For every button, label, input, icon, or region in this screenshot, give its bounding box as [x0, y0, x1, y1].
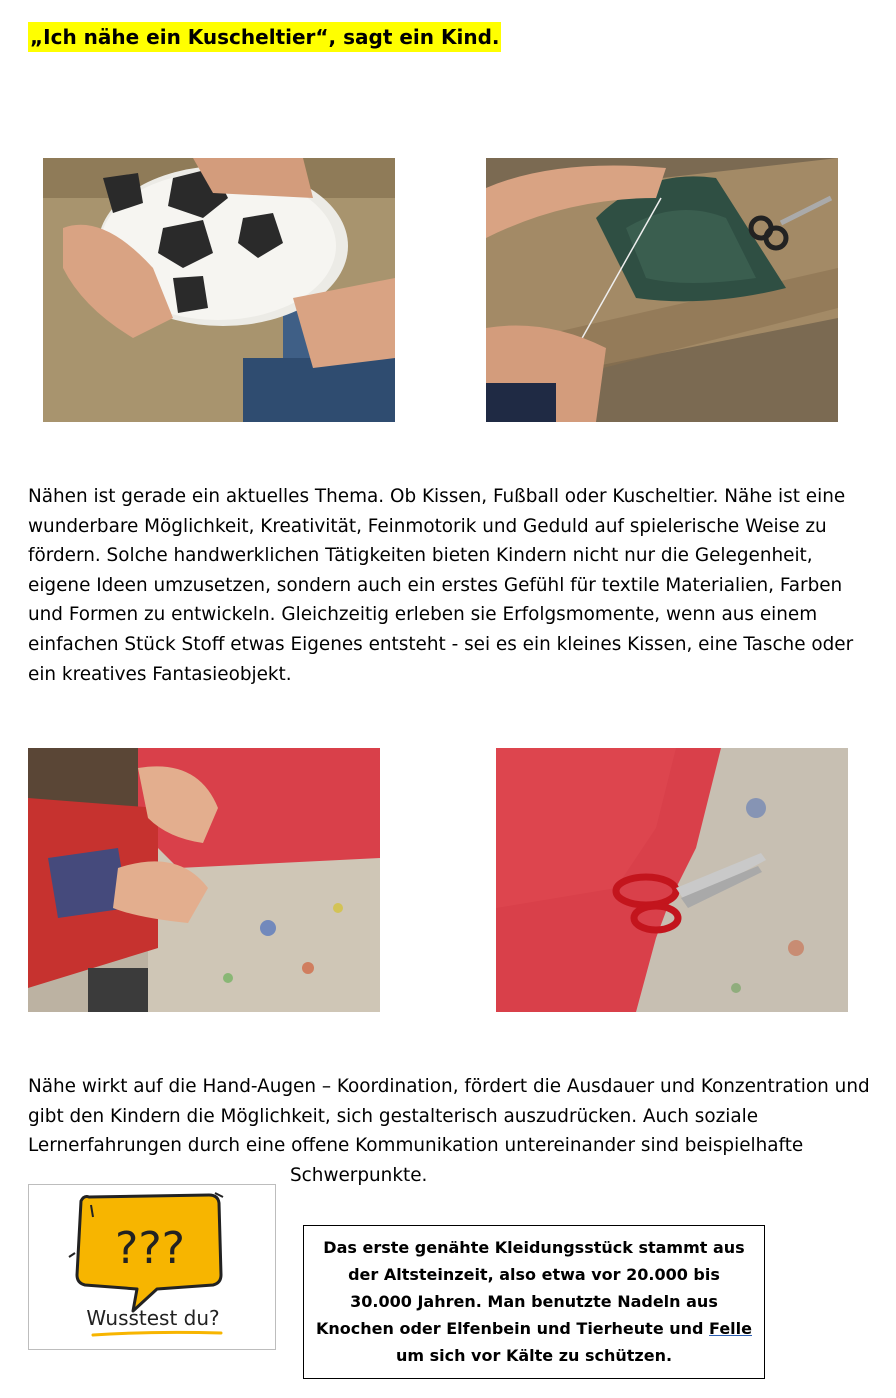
fact-text-underlined: Felle [709, 1319, 752, 1338]
wusstest-du-caption: Wusstest du? [86, 1306, 220, 1330]
page-title: „Ich nähe ein Kuscheltier“, sagt ein Kind. [28, 22, 501, 52]
paragraph-benefits [28, 1072, 873, 1190]
wusstest-du-graphic [28, 1184, 276, 1350]
fact-text-before: Das erste genähte Kleidungsstück stammt aus der Altsteinzeit, also etwa vor 20.000 bis 30.000 Jahren. Man benutzte Nadeln aus Knochen oder Elfenbein und Tierheute und [316, 1238, 745, 1338]
photo-red-fabric-scissors [496, 748, 848, 1012]
photo-football-sewing [43, 158, 395, 422]
fact-text-after: um sich vor Kälte zu schützen. [395, 1346, 673, 1365]
paragraph-benefits-main: Nähe wirkt auf die Hand-Augen – Koordination, fördert die Ausdauer und Konzentration und gibt den Kindern die Möglichkeit, sich gestalterisch auszudrücken. Auch soziale Lernerfahrungen durch eine offene Kommunikation untereinander sind beispielhafte [28, 1076, 870, 1157]
paragraph-intro-text: Nähen ist gerade ein aktuelles Thema. Ob Kissen, Fußball oder Kuscheltier. Nähe ist eine wunderbare Möglichkeit, Kreativität, Feinmotorik und Geduld auf spielerische Weise zu fördern. Solche handwerklichen Tätigkeiten bieten Kindern nicht nur die Gelegenheit, eigene Ideen umzusetzen, sondern auch ein erstes Gefühl für textile Materialien, Farben und Formen zu entwickeln. Gleichzeitig erleben sie Erfolgsmomente, wenn aus einem einfachen Stück Stoff etwas Eigenes entsteht - sei es ein kleines Kissen, eine Tasche oder ein kreatives Fantasieobjekt. [28, 486, 854, 685]
paragraph-benefits-last-line: Schwerpunkte. [290, 1164, 428, 1186]
photo-red-fabric-child [28, 748, 380, 1012]
question-marks: ??? [114, 1223, 186, 1274]
paragraph-benefits-text [28, 1072, 873, 1190]
fact-box [303, 1225, 765, 1379]
paragraph-intro [28, 482, 873, 689]
photo-green-fabric [486, 158, 838, 422]
